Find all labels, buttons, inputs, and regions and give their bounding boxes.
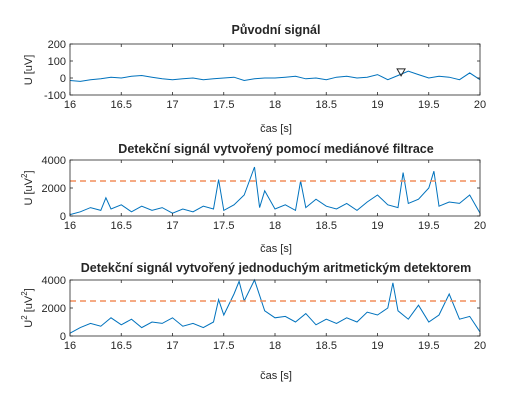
x-tick-label: 18.5 [315,220,337,232]
x-tick-label: 17 [166,220,179,232]
x-tick-label: 18 [268,99,282,111]
y-tick-label: 0 [59,73,66,85]
chart-title: Původní signál [231,23,321,37]
y-tick-label: 4000 [41,275,66,287]
y-tick-label: 100 [47,56,66,68]
y-axis-label: U [uV] [23,54,35,86]
x-tick-label: 18 [268,340,282,352]
x-tick-label: 17.5 [213,220,235,232]
x-tick-label: 18 [268,220,282,232]
x-tick-label: 16 [63,99,77,111]
y-tick-label: 200 [47,39,66,51]
x-tick-label: 16.5 [110,99,132,111]
x-axis-label: čas [s] [260,123,292,135]
x-tick-label: 19 [371,99,384,111]
x-tick-label: 19.5 [418,99,440,111]
x-tick-label: 17 [166,340,179,352]
y-tick-label: 4000 [41,155,66,167]
y-tick-label: 2000 [41,303,66,315]
y-tick-label: 0 [59,211,66,223]
y-tick-label: 0 [59,331,66,343]
x-tick-label: 18.5 [315,340,337,352]
x-tick-label: 16.5 [110,340,132,352]
x-tick-label: 17 [166,99,179,111]
x-tick-label: 16 [63,220,77,232]
x-tick-label: 19.5 [418,340,440,352]
plot-area [70,44,480,95]
y-tick-label: 2000 [41,183,66,195]
plot-area [70,160,480,216]
chart-title: Detekční signál vytvořený jednoduchým aritmetickým detektorem [80,261,472,275]
x-tick-label: 20 [473,99,487,111]
x-tick-label: 17.5 [213,99,235,111]
x-tick-label: 17.5 [213,340,235,352]
x-axis-label: čas [s] [260,243,292,255]
x-tick-label: 19.5 [418,220,440,232]
x-tick-label: 19 [371,220,384,232]
y-axis-label: $U^2$ $[uV^2]$ [20,288,35,328]
y-axis-label: U $[uV^2]$ [20,170,35,206]
y-tick-label: -100 [43,90,66,102]
x-tick-label: 18.5 [315,99,337,111]
x-tick-label: 16.5 [110,220,132,232]
chart-title: Detekční signál vytvořený pomocí mediánové filtrace [118,142,434,156]
x-tick-label: 16 [63,340,77,352]
x-tick-label: 20 [473,340,487,352]
x-tick-label: 19 [371,340,384,352]
x-tick-label: 20 [473,220,487,232]
plot-area [70,280,480,336]
x-axis-label: čas [s] [260,370,292,382]
